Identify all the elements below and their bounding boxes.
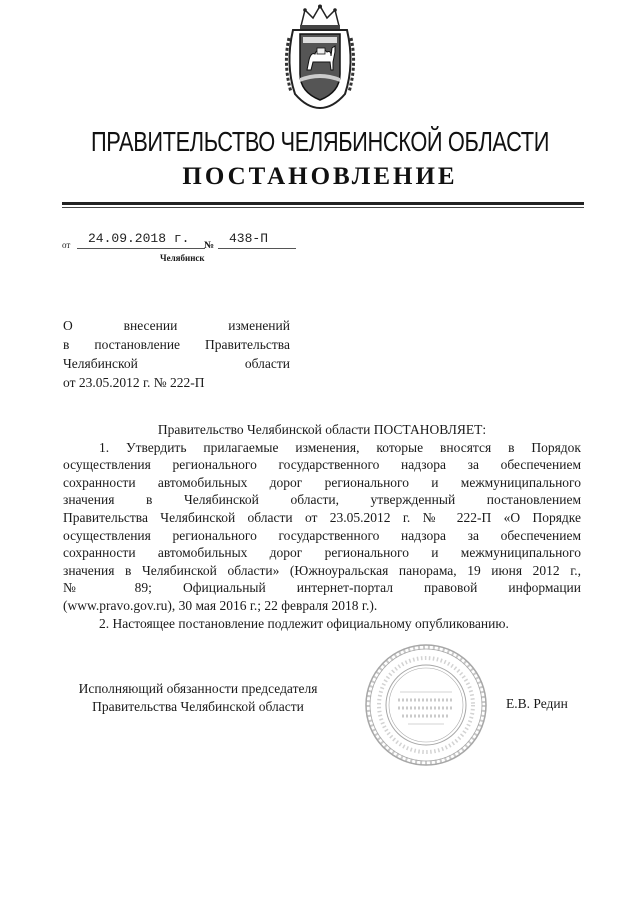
item-1-line: 1. Утвердить прилагаемые изменения, которые вносятся в Порядок — [99, 439, 581, 455]
subject-line: О внесении изменений — [63, 318, 290, 333]
date-prefix-label: от — [62, 240, 71, 250]
item-1-last-line: (www.pravo.gov.ru), 30 мая 2016 г.; 22 февраля 2018 г.). — [63, 597, 378, 613]
item-1-line: сохранности автомобильных дорог регионального и межмуниципального — [63, 474, 581, 490]
subject-line: Челябинской области — [63, 356, 290, 371]
signatory-name: Е.В. Редин — [506, 696, 568, 711]
government-title: ПРАВИТЕЛЬСТВО ЧЕЛЯБИНСКОЙ ОБЛАСТИ — [90, 126, 550, 157]
item-2: 2. Настоящее постановление подлежит официальному опубликованию. — [99, 615, 509, 631]
document-type-heading: ПОСТАНОВЛЕНИЕ — [182, 163, 458, 190]
item-1-line: № 89; Официальный интернет-портал правовой информации — [63, 580, 581, 596]
header-rule-thick — [62, 202, 584, 205]
item-1-line: значения в Челябинской области, утвержденный постановлением — [63, 492, 581, 508]
number-label: № — [204, 240, 215, 251]
document-body — [63, 421, 581, 632]
number-underline — [218, 248, 296, 249]
official-seal-stamp — [352, 640, 500, 770]
document-subject — [63, 316, 290, 392]
item-1-line: осуществления регионального государственного надзора за обеспечением — [63, 527, 581, 543]
date-underline — [77, 248, 205, 249]
item-1-line: значения в Челябинской области» (Южноуральская панорама, 19 июня 2012 г., — [63, 562, 581, 578]
subject-line: от 23.05.2012 г. № 222-П — [63, 375, 205, 390]
coat-of-arms-emblem — [283, 4, 357, 110]
header-rule-thin — [62, 207, 584, 208]
item-1-line: осуществления регионального государственного надзора за обеспечением — [63, 457, 581, 473]
subject-line: в постановление Правительства — [63, 337, 290, 352]
signatory-position: Исполняющий обязанности председателя Правительства Челябинской области — [78, 681, 318, 714]
item-1-line: Правительства Челябинской области от 23.05.2012 г. № 222-П «О Порядке — [63, 509, 581, 525]
city-label: Челябинск — [160, 253, 205, 263]
document-date: 24.09.2018 г. — [88, 231, 190, 246]
item-1-line: сохранности автомобильных дорог регионального и межмуниципального — [63, 545, 581, 561]
preamble: Правительство Челябинской области ПОСТАНОВЛЯЕТ: — [157, 422, 487, 437]
document-number: 438-П — [229, 231, 269, 246]
